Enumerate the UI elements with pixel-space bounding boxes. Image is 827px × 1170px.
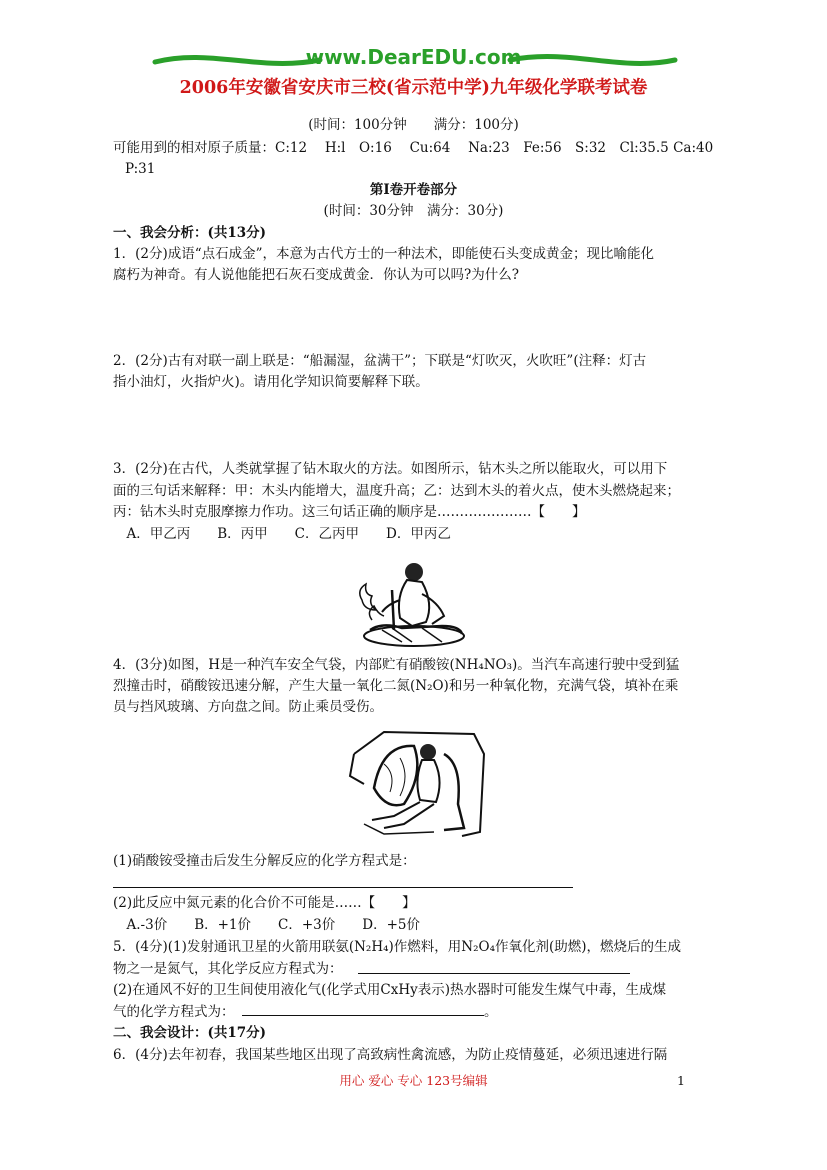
page-number: 1 bbox=[677, 1073, 685, 1088]
q3-line: 丙：钻木头时克服摩擦力作功。这三句话正确的顺序是…………………【 】 bbox=[113, 504, 586, 520]
q3-options: A．甲乙丙 B．丙甲 C．乙丙甲 D．甲丙乙 bbox=[113, 526, 451, 542]
fire-drill-illustration bbox=[352, 560, 470, 652]
q3-line: 3．(2分)在古代，人类就掌握了钻木取火的方法。如图所示，钻木头之所以能取火，可以用下 bbox=[113, 461, 668, 477]
q2-line: 指小油灯，火指炉火)。请用化学知识简要解释下联。 bbox=[113, 374, 429, 390]
part1-time-info: (时间：30分钟 满分：30分) bbox=[323, 203, 504, 219]
q4-sub1: (1)硝酸铵受撞击后发生分解反应的化学方程式是： bbox=[113, 853, 416, 869]
q1-line: 1．(2分)成语“点石成金”，本意为古代方士的一种法术，即能使石头变成黄金；现比喻能化 bbox=[113, 246, 655, 262]
q4-line: 4．(3分)如图，H是一种汽车安全气袋，内部贮有硝酸铵(NH₄NO₃)。当汽车高速行驶中受到猛 bbox=[113, 657, 680, 673]
q5-line: 5．(4分)(1)发射通讯卫星的火箭用联氨(N₂H₄)作燃料，用N₂O₄作氧化剂(助燃)，燃烧后的生成 bbox=[113, 939, 682, 955]
q6-line: 6．(4分)去年初春，我国某些地区出现了高致病性禽流感，为防止疫情蔓延，必须迅速进行隔 bbox=[113, 1047, 668, 1063]
q4-answer-blank bbox=[113, 887, 573, 888]
q5-line-end: 。 bbox=[484, 1004, 498, 1020]
section1-heading: 一、我会分析：(共13分) bbox=[113, 225, 267, 241]
atomic-mass-line: 可能用到的相对原子质量：C:12 H:l O:16 Cu:64 Na:23 Fe:56 S:32 Cl:35.5 Ca:40 bbox=[113, 140, 714, 156]
site-logo-text: www.DearEDU.com bbox=[305, 45, 522, 69]
q5-answer-blank bbox=[358, 973, 630, 974]
page-title: 2006年安徽省安庆市三校(省示范中学)九年级化学联考试卷 bbox=[179, 78, 648, 98]
q1-line: 腐朽为神奇。有人说他能把石灰石变成黄金．你认为可以吗?为什么? bbox=[113, 267, 519, 283]
airbag-illustration bbox=[344, 724, 490, 844]
q5-line: 物之一是氮气，其化学反应方程式为： bbox=[113, 961, 343, 977]
exam-time-info: (时间：100分钟 满分：100分) bbox=[308, 117, 519, 133]
q5-line: 气的化学方程式为： bbox=[113, 1004, 235, 1020]
q4-line: 烈撞击时，硝酸铵迅速分解，产生大量一氧化二氮(N₂O)和另一种氧化物，充满气袋，填补在乘 bbox=[113, 678, 679, 694]
footer-text: 用心 爱心 专心 123号编辑 bbox=[339, 1073, 488, 1088]
q2-line: 2．(2分)古有对联一副上联是：“船漏湿，盆满干”；下联是“灯吹灭，火吹旺”(注释：灯古 bbox=[113, 353, 647, 369]
q5-line: (2)在通风不好的卫生间使用液化气(化学式用CxHy表示)热水器时可能发生煤气中毒，生成煤 bbox=[113, 982, 666, 998]
q4-line: 员与挡风玻璃、方向盘之间。防止乘员受伤。 bbox=[113, 699, 383, 715]
part1-title: 第Ⅰ卷开卷部分 bbox=[369, 182, 458, 198]
atomic-mass-line-cont: P:31 bbox=[125, 161, 156, 177]
q3-line: 面的三句话来解释：甲：木头内能增大，温度升高；乙：达到木头的着火点，使木头燃烧起来； bbox=[113, 483, 680, 499]
section2-heading: 二、我会设计：(共17分) bbox=[113, 1025, 267, 1041]
q4-options: A.-3价 B．+1价 C．+3价 D．+5价 bbox=[113, 917, 420, 933]
q4-sub2: (2)此反应中氮元素的化合价不可能是……【 】 bbox=[113, 895, 416, 911]
q5-answer-blank-2 bbox=[242, 1015, 484, 1016]
